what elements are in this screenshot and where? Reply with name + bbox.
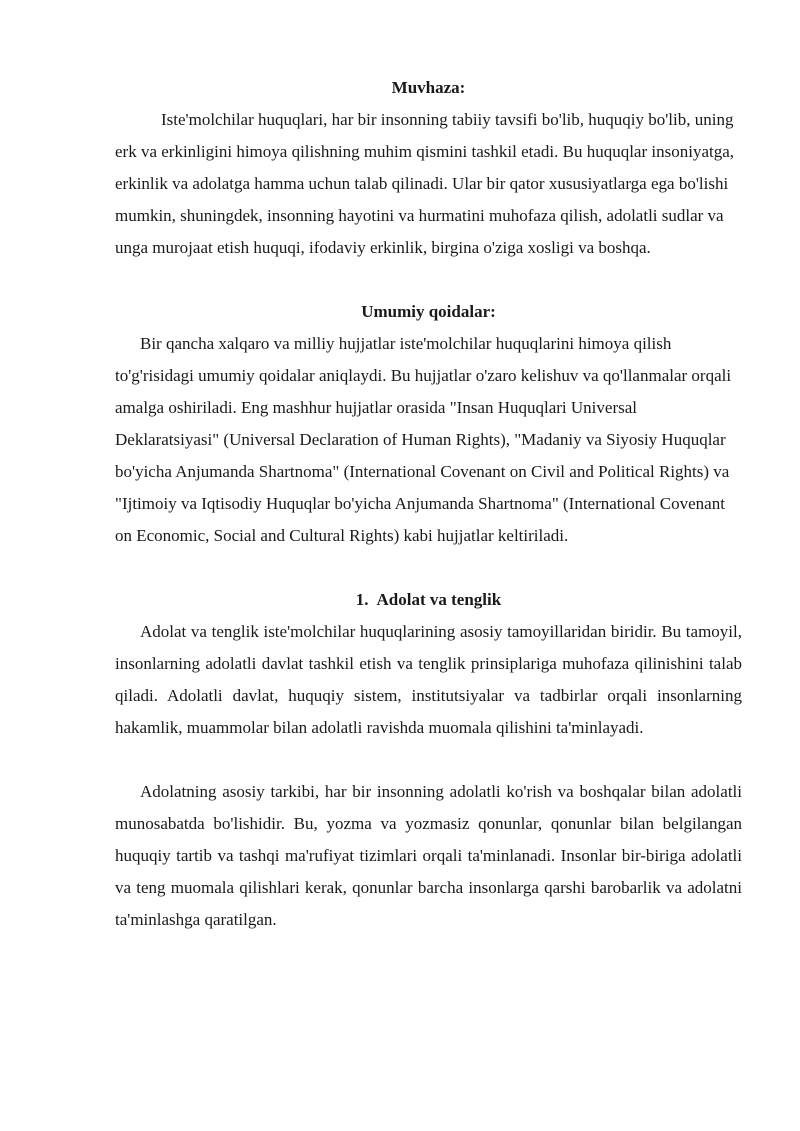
section-title-justice [115,584,742,616]
general-paragraph: Bir qancha xalqaro va milliy hujjatlar iste'molchilar huquqlarini himoya qilish to'g'risidagi umumiy qoidalar aniqlaydi. Bu hujjatlar o'zaro kelishuv va qo'llanmalar orqali amalga oshiriladi. Eng mashhur hujjatlar orasida "Insan Huquqlari Universal Deklaratsiyasi" (Universal Declaration of Human Rights), "Madaniy va Siyosiy Huquqlar bo'yicha Anjumanda Shartnoma" (International Covenant on Civil and Political Rights) va "Ijtimoiy va Iqtisodiy Huquqlar bo'yicha Anjumanda Shartnoma" (International Covenant on Economic, Social and Cultural Rights) kabi hujjatlar keltiriladi. [115,334,732,545]
spacer [115,264,742,296]
section-title-intro: Muvhaza: [391,78,466,97]
section-title-text: Adolat va tenglik [376,590,502,609]
spacer [115,744,742,776]
document-page [115,72,742,936]
justice-paragraph-2: Adolatning asosiy tarkibi, har bir insonning adolatli ko'rish va boshqalar bilan adolatli munosabatda bo'lishidir. Bu, yozma va yozmasiz qonunlar, qonunlar bilan belgilangan huquqiy tartib va tashqi ma'rufiyat tizimlari orqali ta'minlanadi. Insonlar bir-biriga adolatli va teng muomala qilishlari kerak, qonunlar barcha insonlarga qarshi barobarlik va adolatni ta'minlashga qaratilgan. [115,782,742,929]
section-number: 1. [355,590,369,609]
intro-paragraph: Iste'molchilar huquqlari, har bir insonning tabiiy tavsifi bo'lib, huquqiy bo'lib, uning erk va erkinligini himoya qilishning muhim qismini tashkil etadi. Bu huquqlar insoniyatga, erkinlik va adolatga hamma uchun talab qilinadi. Ular bir qator xususiyatlarga ega bo'lishi mumkin, shuningdek, insonning hayotini va hurmatini muhofaza qilish, adolatli sudlar va unga murojaat etish huquqi, ifodaviy erkinlik, birgina o'ziga xosligi va boshqa. [115,110,735,257]
justice-paragraph-1: Adolat va tenglik iste'molchilar huquqlarining asosiy tamoyillaridan biridir. Bu tamoyil, insonlarning adolatli davlat tashkil etish va tenglik prinsiplariga muhofaza qilinishini talab qiladi. Adolatli davlat, huquqiy sistem, institutsiyalar va tadbirlar orqali insonlarning hakamlik, muammolar bilan adolatli ravishda muomala qilishini ta'minlayadi. [115,622,742,737]
section-title-general: Umumiy qoidalar: [361,302,496,321]
spacer [115,552,742,584]
